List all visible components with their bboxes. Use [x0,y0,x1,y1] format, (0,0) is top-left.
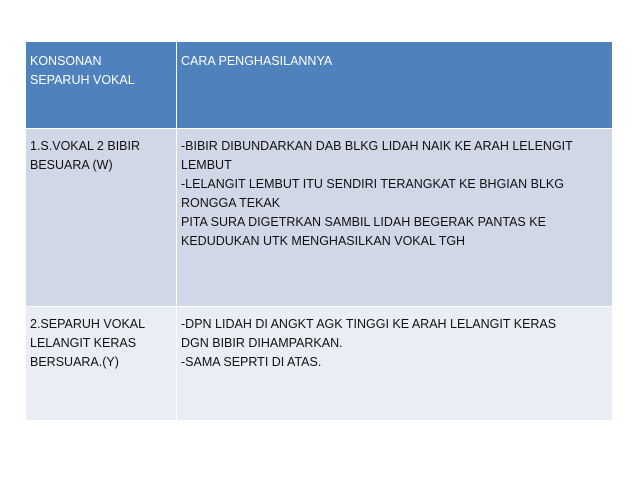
content-table [25,41,613,421]
table-row [26,129,613,307]
table-cell-cara [177,129,613,307]
row1-konsonan-text: 1.S.VOKAL 2 BIBIR BESUARA (W) [30,139,141,172]
table-cell-konsonan [26,307,177,421]
row2-konsonan-text: 2.SEPARUH VOKAL LELANGIT KERAS BERSUARA.(Y) [30,317,146,369]
table-cell-konsonan [26,129,177,307]
row2-cara-text: -DPN LIDAH DI ANGKT AGK TINGGI KE ARAH LELANGIT KERAS DGN BIBIR DIHAMPARKAN. -SAMA SEPRTI DI ATAS. [181,317,557,369]
header-cara-text: CARA PENGHASILANNYA [181,54,333,68]
table-header-row [26,42,613,129]
header-konsonan-text: KONSONAN SEPARUH VOKAL [30,54,135,87]
table-cell-cara [177,307,613,421]
row1-cara-text: -BIBIR DIBUNDARKAN DAB BLKG LIDAH NAIK KE ARAH LELENGIT LEMBUT -LELANGIT LEMBUT ITU SENDIRI TERANGKAT KE BHGIAN BLKG RONGGA TEKAK PITA SURA DIGETRKAN SAMBIL LIDAH BEGERAK PANTAS KE KEDUDUKAN UTK MENGHASILKAN VOKAL TGH [181,139,573,248]
header-cell-cara [177,42,613,129]
header-cell-konsonan [26,42,177,129]
table-row [26,307,613,421]
